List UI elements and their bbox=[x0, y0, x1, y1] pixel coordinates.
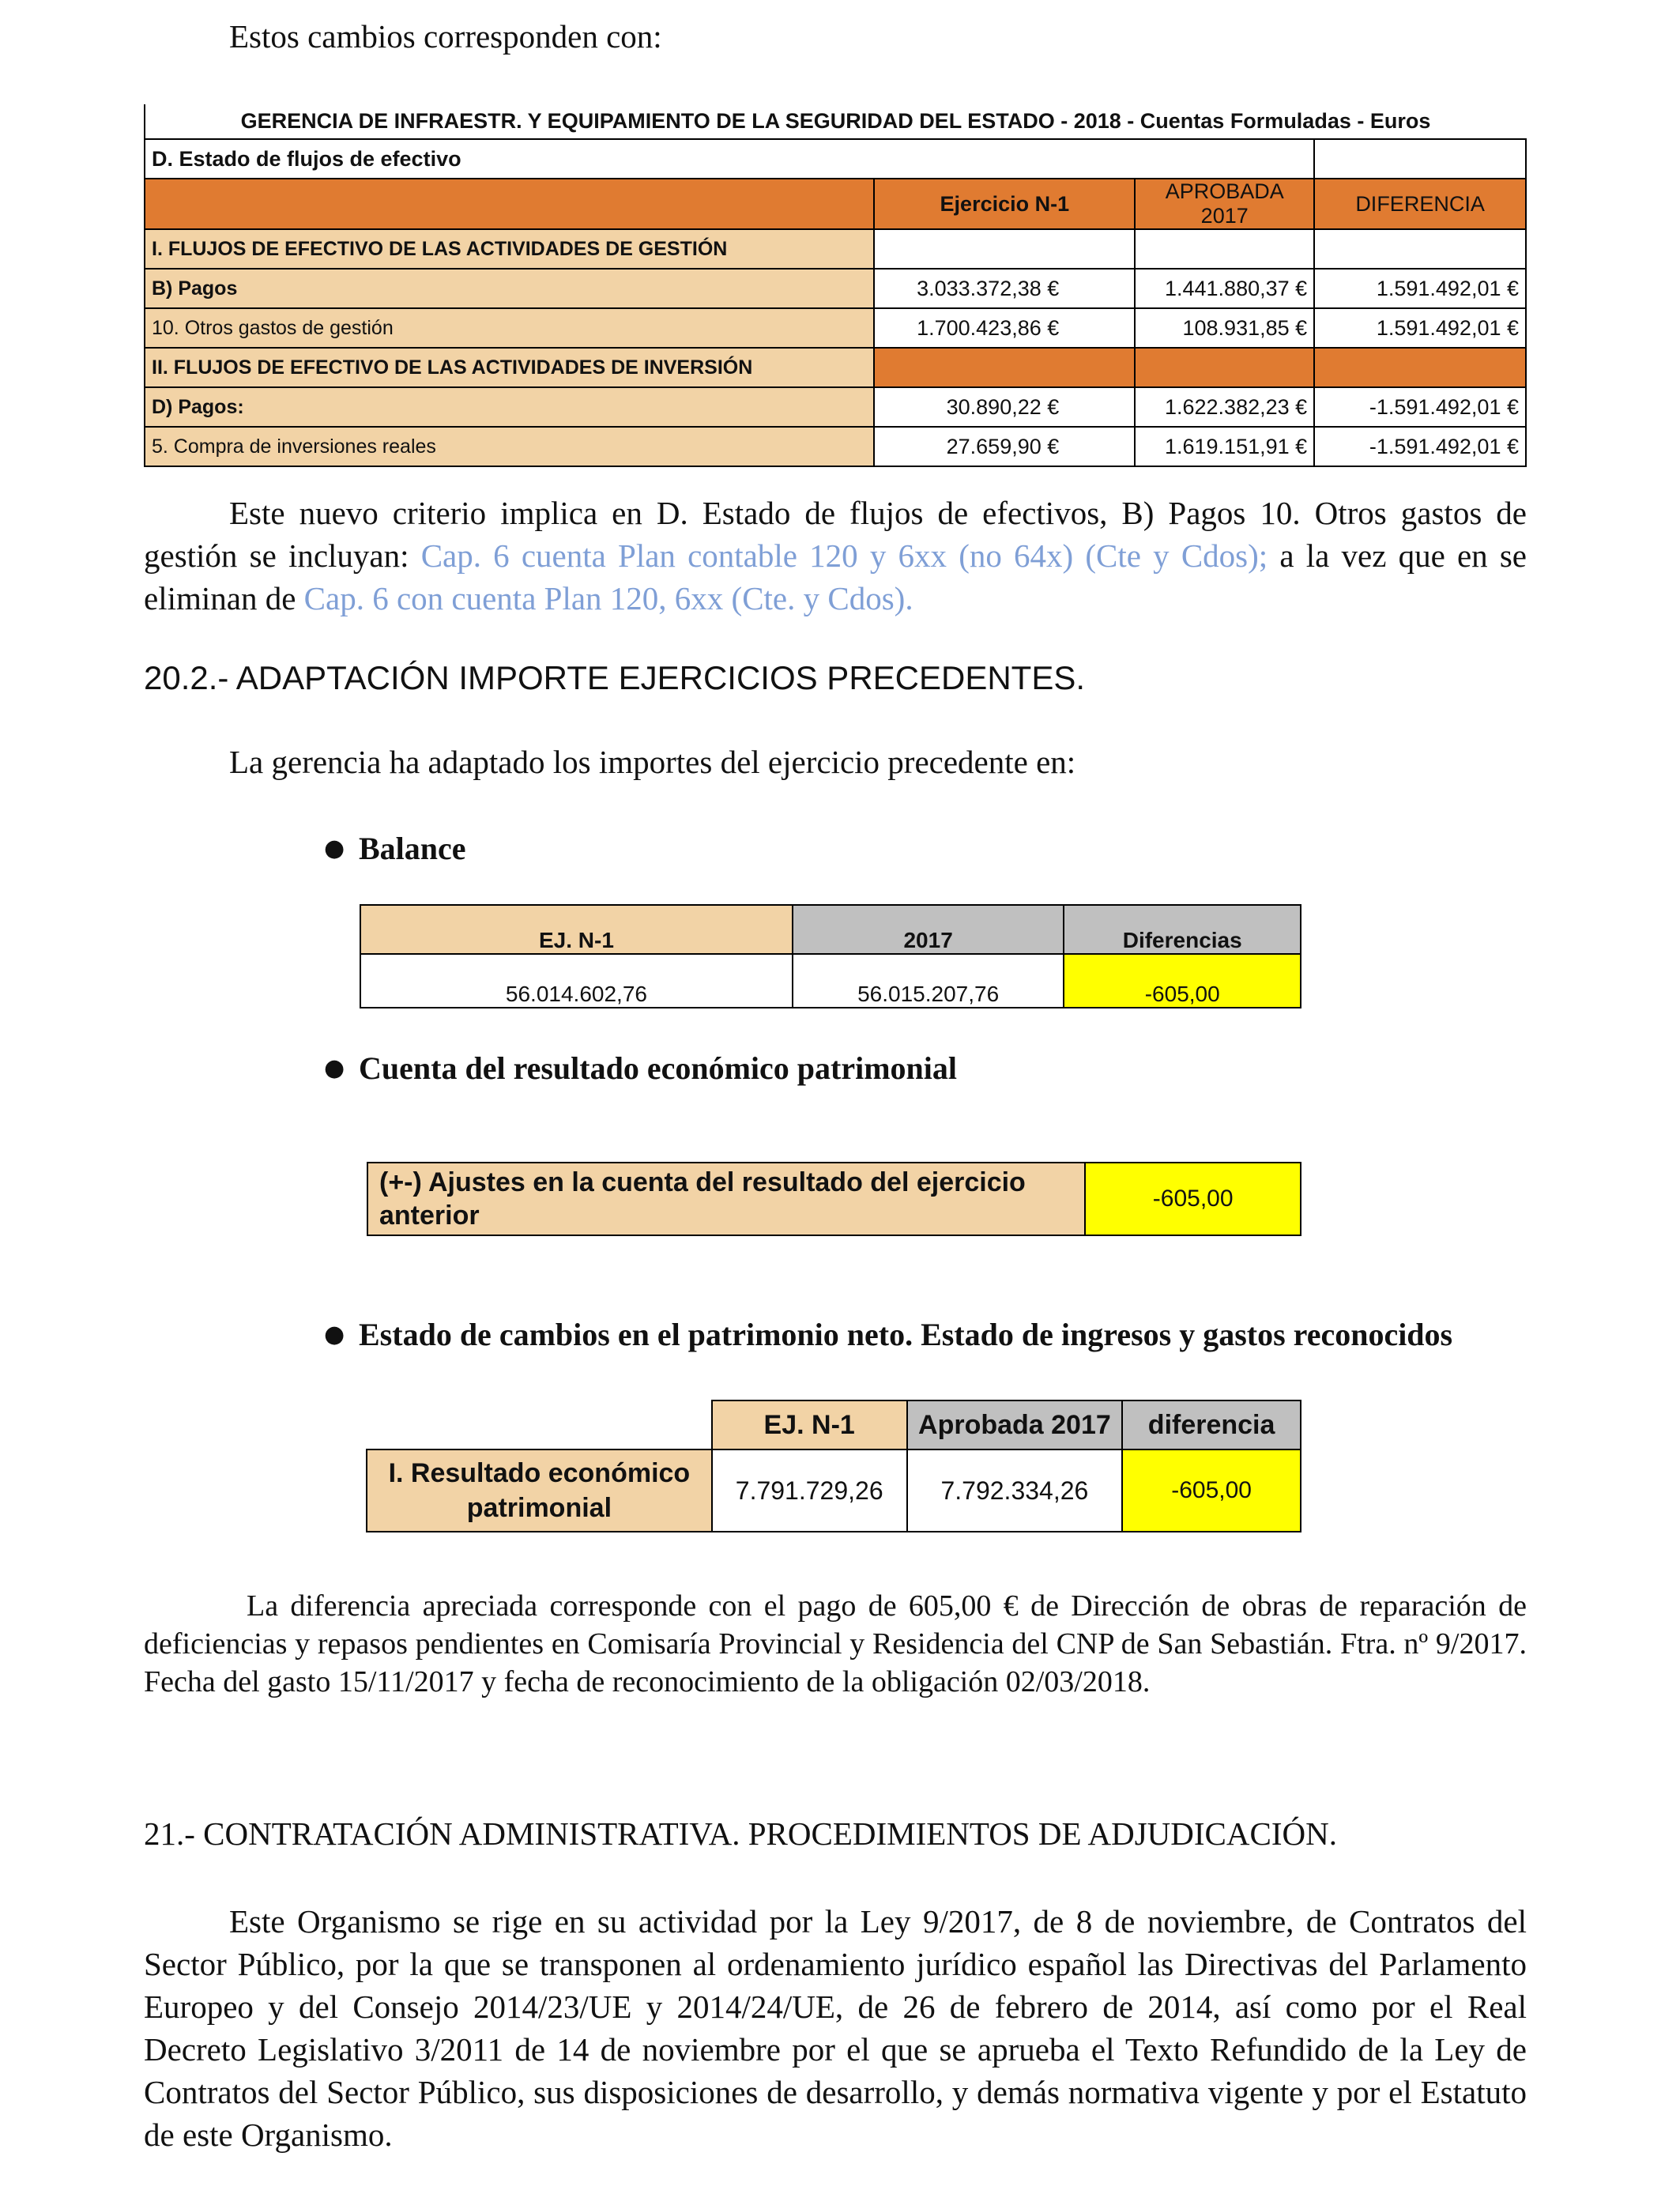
resultado-value-ej: 7.791.729,26 bbox=[712, 1449, 907, 1532]
bullet-title: Cuenta del resultado económico patrimonial bbox=[359, 1050, 958, 1086]
cell-diferencia: 1.591.492,01 € bbox=[1314, 269, 1526, 308]
cell-aprobada: 1.622.382,23 € bbox=[1135, 387, 1314, 427]
criteria-text-c: a la vez que en se eliminan de bbox=[144, 537, 1527, 616]
empty-corner-cell bbox=[367, 1400, 712, 1449]
section-heading-20-2: 20.2.- ADAPTACIÓN IMPORTE EJERCICIOS PRECEDENTES. bbox=[144, 659, 1086, 696]
balance-value-diff: -605,00 bbox=[1064, 954, 1301, 1008]
cell-ejercicio: 30.890,22 € bbox=[874, 387, 1135, 427]
ajustes-label: (+-) Ajustes en la cuenta del resultado del ejercicio anterior bbox=[367, 1163, 1085, 1235]
bullet-title: Balance bbox=[359, 831, 466, 866]
bullet-icon: ● bbox=[324, 1054, 345, 1082]
cell bbox=[1314, 348, 1526, 387]
balance-header-ej: EJ. N-1 bbox=[360, 905, 793, 954]
table-row bbox=[145, 427, 1526, 466]
row-label: B) Pagos bbox=[145, 269, 874, 308]
balance-table bbox=[360, 904, 1301, 1008]
cell bbox=[874, 348, 1135, 387]
row-label: D) Pagos: bbox=[145, 387, 874, 427]
table-section-row bbox=[145, 139, 1526, 179]
ajustes-row bbox=[367, 1163, 1301, 1235]
cell-diferencia: 1.591.492,01 € bbox=[1314, 308, 1526, 348]
ajustes-table bbox=[367, 1162, 1301, 1236]
resultado-header-row bbox=[367, 1400, 1301, 1449]
resultado-header-aprobada: Aprobada 2017 bbox=[907, 1400, 1123, 1449]
table-section: D. Estado de flujos de efectivo bbox=[145, 139, 1135, 179]
row-label: I. FLUJOS DE EFECTIVO DE LAS ACTIVIDADES DE GESTIÓN bbox=[145, 229, 874, 269]
table-row bbox=[145, 348, 1526, 387]
row-label: 5. Compra de inversiones reales bbox=[145, 427, 874, 466]
balance-value-ej: 56.014.602,76 bbox=[360, 954, 793, 1008]
header-aprobada: APROBADA 2017 bbox=[1135, 179, 1314, 229]
header-diferencia: DIFERENCIA bbox=[1314, 179, 1526, 229]
row-label: II. FLUJOS DE EFECTIVO DE LAS ACTIVIDADES DE INVERSIÓN bbox=[145, 348, 874, 387]
criteria-text-b: Cap. 6 cuenta Plan contable 120 y 6xx (no 64x) (Cte y Cdos); bbox=[420, 537, 1268, 574]
cell-diferencia: -1.591.492,01 € bbox=[1314, 387, 1526, 427]
resultado-value-aprobada: 7.792.334,26 bbox=[907, 1449, 1123, 1532]
criteria-text-a: Este nuevo criterio implica en D. Estado de flujos de efectivos, B) Pagos 10. Otros gastos de gestión se incluyan: bbox=[144, 495, 1527, 574]
cell-aprobada: 1.441.880,37 € bbox=[1135, 269, 1314, 308]
table-title-row bbox=[145, 104, 1526, 139]
table-row bbox=[145, 229, 1526, 269]
empty-header-cell bbox=[145, 179, 874, 229]
bullet-icon: ● bbox=[324, 835, 345, 862]
cell-ejercicio: 1.700.423,86 € bbox=[874, 308, 1135, 348]
cash-flow-table-wrapper bbox=[144, 104, 1527, 467]
table-row bbox=[145, 387, 1526, 427]
balance-header-row bbox=[360, 905, 1301, 954]
cell-aprobada: 108.931,85 € bbox=[1135, 308, 1314, 348]
section-heading-21: 21.- CONTRATACIÓN ADMINISTRATIVA. PROCEDIMIENTOS DE ADJUDICACIÓN. bbox=[144, 1815, 1337, 1852]
cell-diferencia: -1.591.492,01 € bbox=[1314, 427, 1526, 466]
table-header-row bbox=[145, 179, 1526, 229]
empty-cell bbox=[1135, 139, 1314, 179]
adaptation-paragraph: La gerencia ha adaptado los importes del ejercicio precedente en: bbox=[229, 744, 1076, 780]
balance-value-2017: 56.015.207,76 bbox=[793, 954, 1064, 1008]
resultado-value-diff: -605,00 bbox=[1122, 1449, 1301, 1532]
contratacion-paragraph: Este Organismo se rige en su actividad por la Ley 9/2017, de 8 de noviembre, de Contratos del Sector Público, por la que se transponen al ordenamiento jurídico español las Directivas del Parlamento Europeo y del Consejo 2014/23/UE y 2014/24/UE, de 26 de febrero de 2014, así como por el Real Decreto Legislativo 3/2011 de 14 de noviembre por el que se aprueba el Texto Refundido de la Ley de Contratos del Sector Público, sus disposiciones de desarrollo, y demás normativa vigente y por el Estatuto de este Organismo. bbox=[144, 1903, 1527, 2153]
cash-flow-table bbox=[144, 104, 1527, 467]
resultado-header-ej: EJ. N-1 bbox=[712, 1400, 907, 1449]
balance-header-2017: 2017 bbox=[793, 905, 1064, 954]
intro-text: Estos cambios corresponden con: bbox=[229, 18, 662, 55]
criteria-text-d: Cap. 6 con cuenta Plan 120, 6xx (Cte. y Cdos). bbox=[303, 580, 913, 616]
cell bbox=[874, 229, 1135, 269]
cell bbox=[1135, 229, 1314, 269]
header-ejercicio: Ejercicio N-1 bbox=[874, 179, 1135, 229]
resultado-table bbox=[366, 1400, 1301, 1532]
cell bbox=[1314, 229, 1526, 269]
bullet-title: Estado de cambios en el patrimonio neto. Estado de ingresos y gastos reconocidos bbox=[359, 1317, 1453, 1352]
cell bbox=[1135, 348, 1314, 387]
ajustes-value: -605,00 bbox=[1085, 1163, 1301, 1235]
balance-value-row bbox=[360, 954, 1301, 1008]
cell-ejercicio: 27.659,90 € bbox=[874, 427, 1135, 466]
row-label: 10. Otros gastos de gestión bbox=[145, 308, 874, 348]
difference-paragraph: La diferencia apreciada corresponde con el pago de 605,00 € de Dirección de obras de reparación de deficiencias y repasos pendientes en Comisaría Provincial y Residencia del CNP de San Sebastián. Ftra. nº 9/2017. Fecha del gasto 15/11/2017 y fecha de reconocimiento de la obligación 02/03/2018. bbox=[144, 1589, 1527, 1698]
cell-aprobada: 1.619.151,91 € bbox=[1135, 427, 1314, 466]
criteria-paragraph bbox=[144, 492, 1527, 620]
resultado-value-row bbox=[367, 1449, 1301, 1532]
balance-header-diff: Diferencias bbox=[1064, 905, 1301, 954]
cell-ejercicio: 3.033.372,38 € bbox=[874, 269, 1135, 308]
empty-cell bbox=[1314, 139, 1526, 179]
table-row bbox=[145, 308, 1526, 348]
resultado-header-diff: diferencia bbox=[1122, 1400, 1301, 1449]
table-title: GERENCIA DE INFRAESTR. Y EQUIPAMIENTO DE LA SEGURIDAD DEL ESTADO - 2018 - Cuentas Formuladas - Euros bbox=[145, 104, 1526, 139]
bullet-icon: ● bbox=[324, 1321, 345, 1348]
table-row bbox=[145, 269, 1526, 308]
resultado-label: I. Resultado económico patrimonial bbox=[367, 1449, 712, 1532]
